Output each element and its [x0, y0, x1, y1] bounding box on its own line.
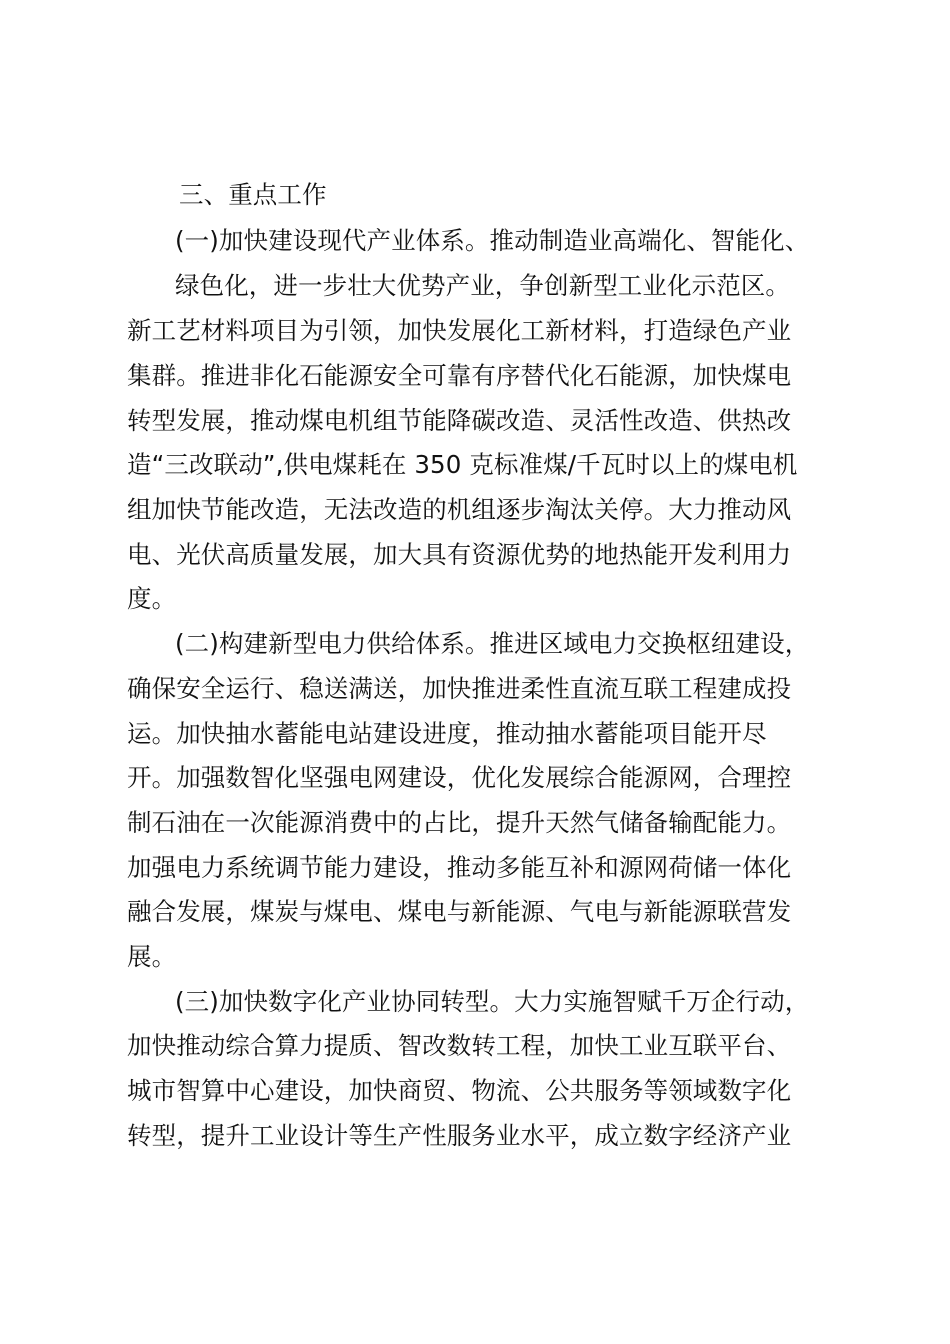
paragraph-line: 造“三改联动”,供电煤耗在 350 克标准煤/千瓦时以上的煤电机 — [127, 450, 798, 479]
paragraph-line: (二)构建新型电力供给体系。推进区域电力交换枢纽建设， — [175, 629, 810, 658]
paragraph-line: 确保安全运行、稳送满送，加快推进柔性直流互联工程建成投 — [127, 674, 792, 703]
paragraph-line: 组加快节能改造，无法改造的机组逐步淘汰关停。大力推动风 — [127, 495, 792, 524]
paragraph-line: 运。加快抽水蓄能电站建设进度，推动抽水蓄能项目能开尽 — [127, 719, 767, 748]
paragraph-line: 融合发展，煤炭与煤电、煤电与新能源、气电与新能源联营发 — [127, 897, 792, 926]
paragraph-line: 加快推动综合算力提质、智改数转工程，加快工业互联平台、 — [127, 1031, 792, 1060]
paragraph-line: (三)加快数字化产业协同转型。大力实施智赋千万企行动， — [175, 987, 810, 1016]
paragraph-line: 开。加强数智化坚强电网建设，优化发展综合能源网，合理控 — [127, 763, 792, 792]
paragraph-line: 制石油在一次能源消费中的占比，提升天然气储备输配能力。 — [127, 808, 792, 837]
paragraph-line: 绿色化，进一步壮大优势产业，争创新型工业化示范区。 — [175, 271, 790, 300]
paragraph-line: 集群。推进非化石能源安全可靠有序替代化石能源，加快煤电 — [127, 361, 792, 390]
paragraph-line: 转型发展，推动煤电机组节能降碳改造、灵活性改造、供热改 — [127, 406, 792, 435]
paragraph-line: 转型，提升工业设计等生产性服务业水平，成立数字经济产业 — [127, 1121, 792, 1150]
section-heading: 三、重点工作 — [179, 180, 327, 209]
paragraph-line: 展。 — [127, 942, 177, 971]
paragraph-line: 加强电力系统调节能力建设，推动多能互补和源网荷储一体化 — [127, 853, 792, 882]
paragraph-line: 新工艺材料项目为引领，加快发展化工新材料，打造绿色产业 — [127, 316, 792, 345]
paragraph-line: 度。 — [127, 584, 177, 613]
paragraph-line: (一)加快建设现代产业体系。推动制造业高端化、智能化、 — [175, 226, 810, 255]
paragraph-line: 城市智算中心建设，加快商贸、物流、公共服务等领域数字化 — [127, 1076, 792, 1105]
paragraph-line: 电、光伏高质量发展，加大具有资源优势的地热能开发利用力 — [127, 540, 792, 569]
